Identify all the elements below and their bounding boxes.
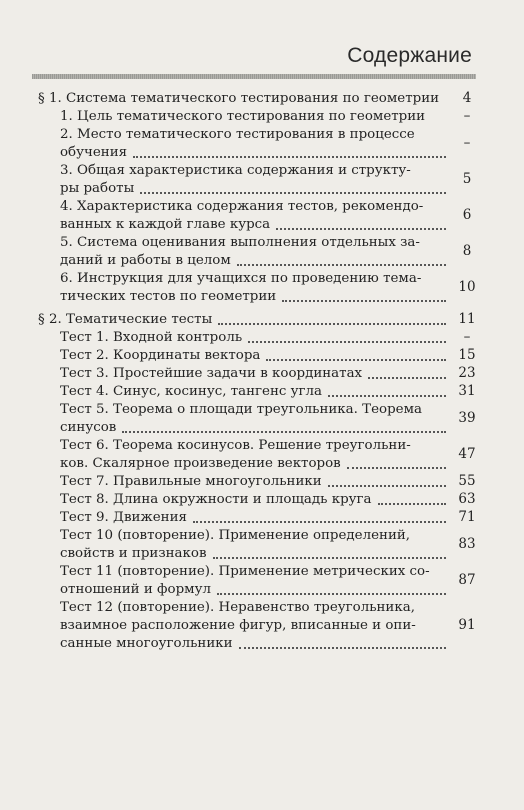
page-number: 23 (458, 365, 476, 381)
toc-entry-line: взаимное расположение фигур, вписанные и опи- (60, 618, 416, 633)
page-number: 39 (458, 410, 476, 426)
dot-leader (122, 431, 446, 433)
dot-leader (213, 557, 446, 559)
page-number: 10 (458, 279, 476, 295)
page-number: 55 (458, 473, 476, 489)
page-number: 83 (458, 536, 476, 552)
toc-entry-line: 1. Цель тематического тестирования по геометрии (60, 109, 426, 124)
dot-leader (282, 300, 446, 302)
toc-entry-line: 3. Общая характеристика содержания и структу- (60, 163, 411, 178)
toc-entry-line: Тест 6. Теорема косинусов. Решение треугольни- (60, 438, 411, 453)
toc-entry-line: 6. Инструкция для учащихся по проведению тема- (60, 271, 422, 286)
dot-leader (248, 341, 446, 343)
page-number: 6 (462, 207, 472, 223)
dot-leader (347, 467, 446, 469)
toc-entry-line: Тест 1. Входной контроль (60, 330, 243, 345)
dot-leader (276, 228, 446, 230)
dot-leader (266, 359, 446, 361)
toc-entry-line: синусов (60, 420, 117, 435)
page-number: 31 (458, 383, 476, 399)
toc-entry-line: обучения (60, 145, 128, 160)
dot-leader (368, 377, 446, 379)
toc-entry-line: Тест 5. Теорема о площади треугольника. Теорема (60, 402, 422, 417)
page-number: – (463, 108, 471, 124)
dot-leader (193, 521, 446, 523)
dot-leader (239, 647, 446, 649)
toc-entry-line: санные многоугольники (60, 636, 233, 651)
dot-leader (217, 593, 446, 595)
page-number: 63 (458, 491, 476, 507)
toc-entry-line: ков. Скалярное произведение векторов (60, 456, 341, 471)
page-number: 15 (458, 347, 476, 363)
dot-leader (328, 395, 446, 397)
page-number: 4 (462, 90, 472, 106)
toc-entry-line: Тест 12 (повторение). Неравенство треугольника, (60, 600, 415, 615)
toc-entry-line: тических тестов по геометрии (60, 289, 277, 304)
page-number: – (463, 329, 471, 345)
toc-entry-line: Тест 4. Синус, косинус, тангенс угла (60, 384, 323, 399)
page-number: 87 (458, 572, 476, 588)
toc-entry-line: даний и работы в целом (60, 253, 231, 268)
dot-leader (133, 156, 446, 158)
dot-leader (378, 503, 446, 505)
toc-entry-line: ры работы (60, 181, 135, 196)
toc-entry-line: Тест 10 (повторение). Применение определений, (60, 528, 411, 543)
toc-entry-line: Тест 11 (повторение). Применение метрических со- (60, 564, 430, 579)
dot-leader (328, 485, 446, 487)
page-number: 8 (462, 243, 472, 259)
toc-entry-line: Тест 9. Движения (60, 510, 187, 525)
toc-entry-line: § 1. Система тематического тестирования по геометрии (38, 91, 440, 106)
toc-entry-line: Тест 3. Простейшие задачи в координатах (60, 366, 363, 381)
toc-entry-line: Тест 2. Координаты вектора (60, 348, 261, 363)
dot-leader (140, 192, 446, 194)
toc-entry-line: отношений и формул (60, 582, 211, 597)
page-number: – (463, 135, 471, 151)
page-number: 91 (458, 617, 476, 633)
dot-leader (237, 264, 446, 266)
toc-entry-line: 4. Характеристика содержания тестов, рекомендо- (60, 199, 424, 214)
toc-entry-line: Тест 8. Длина окружности и площадь круга (60, 492, 372, 507)
toc-entry-line: свойств и признаков (60, 546, 207, 561)
toc-entry-line: 5. Система оценивания выполнения отдельных за- (60, 235, 420, 250)
toc-entry-line: 2. Место тематического тестирования в процессе (60, 127, 415, 142)
page-number: 71 (458, 509, 476, 525)
page-title: Содержание (347, 44, 472, 67)
page-number: 11 (458, 311, 476, 327)
page-number: 47 (458, 446, 476, 462)
dot-leader (218, 323, 446, 325)
toc-entry-line: Тест 7. Правильные многоугольники (60, 474, 322, 489)
toc-entry-line: § 2. Тематические тесты (38, 312, 213, 327)
page-number: 5 (462, 171, 472, 187)
toc-entry-line: ванных к каждой главе курса (60, 217, 271, 232)
